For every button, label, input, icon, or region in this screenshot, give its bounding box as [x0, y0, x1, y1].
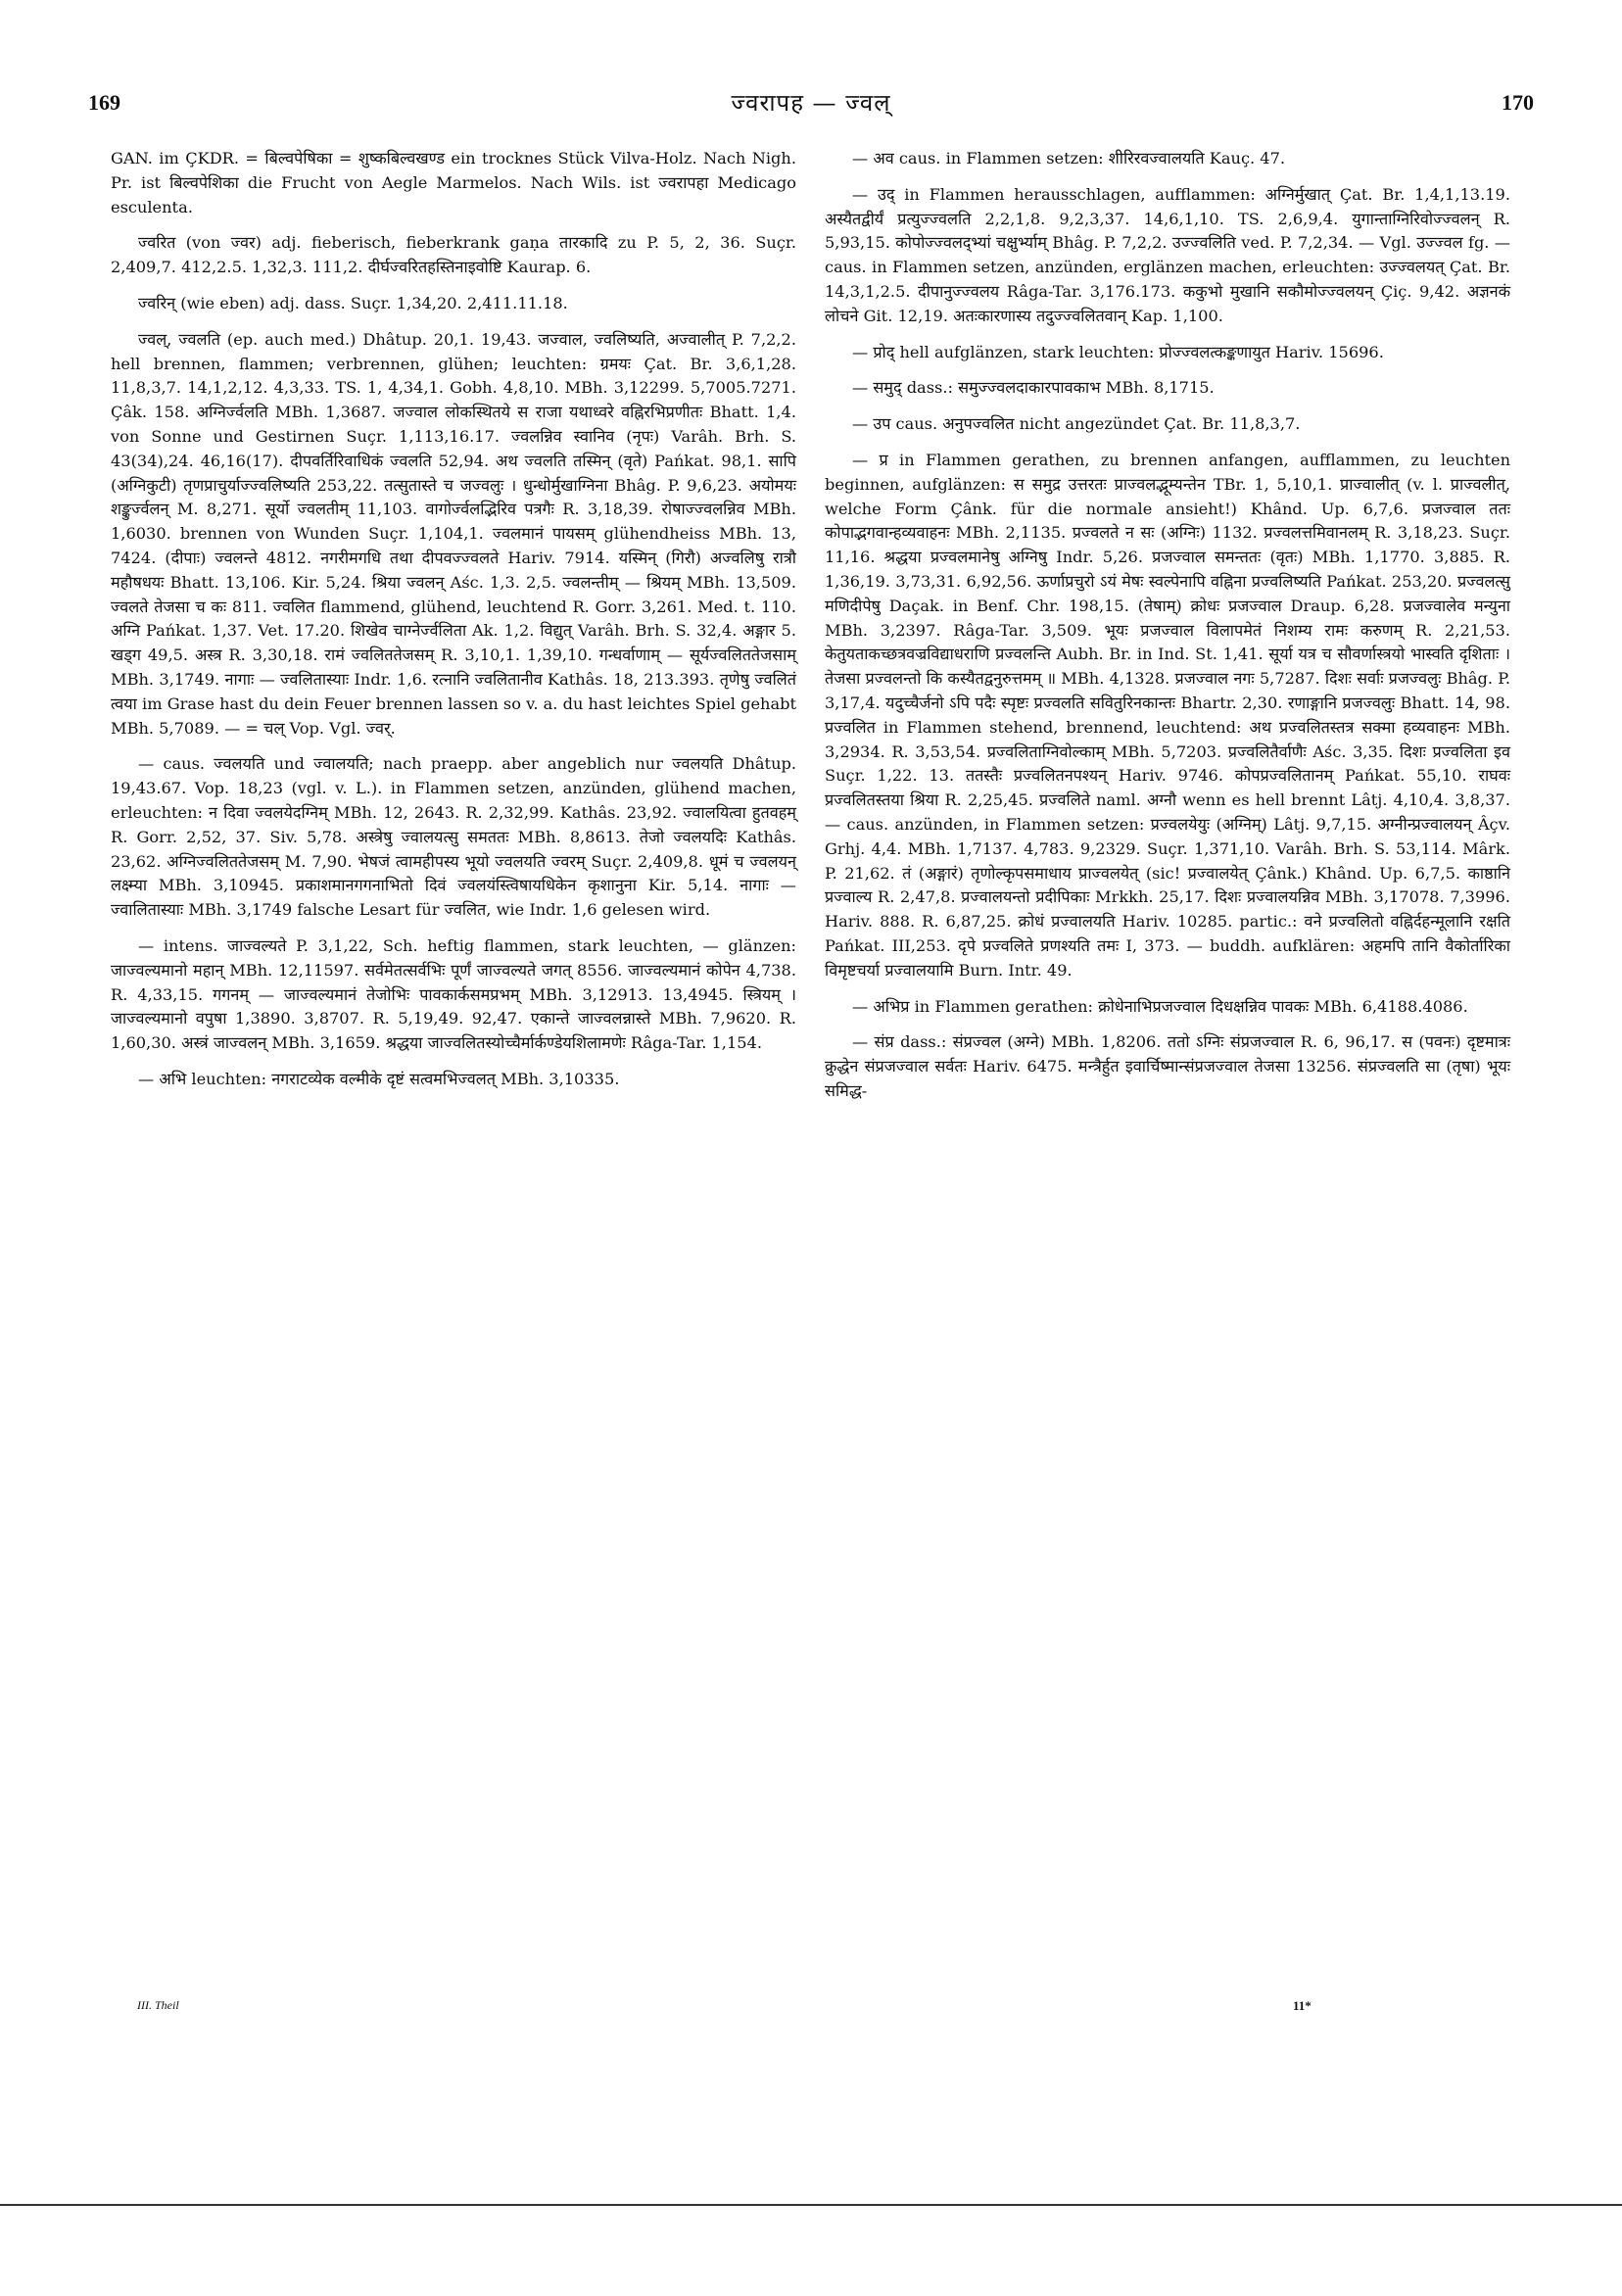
entry-paragraph: ज्वरित (von ज्वर) adj. fieberisch, fieberkrank gaṇa तारकादि zu P. 5, 2, 36. Suçr. 2,409,7. 412,2.5. 1,32,3. 111,2. दीर्घज्वरितहस्तिनाइवोष्टि Kaurap. 6. — [111, 233, 796, 277]
entry-paragraph: — प्रोद् hell aufglänzen, stark leuchten: प्रोज्ज्वलत्कङ्कणायुत Hariv. 15696. — [852, 342, 1384, 361]
entry-paragraph: ज्वरिन् (wie eben) adj. dass. Suçr. 1,34,20. 2,411.11.18. — [138, 293, 568, 312]
page-number-right: 170 — [1502, 90, 1534, 115]
right-column — [825, 147, 1510, 1116]
entry-paragraph: — उप caus. अनुपज्वलित nicht angezündet Çat. Br. 11,8,3,7. — [852, 414, 1301, 434]
entry-paragraph: — प्र in Flammen gerathen, zu brennen anfangen, aufflammen, zu leuchten beginnen, aufglänzen: स समुद्र उत्तरतः प्राज्वलद्भूम्यन्तेन TBr. 1, 5,10,1. प्राज्वालीत् (v. l. प्राज्वलीत्, welche Form Çânk. für die normale ansieht!) Khând. Up. 6,7,6. प्रजज्वाल ततः कोपाद्भगवान्हव्यवाहनः MBh. 2,1135. प्रज्वलते न सः (अग्निः) 1132. प्रज्वलत्तमिवानलम् R. 3,18,23. Suçr. 11,16. श्रद्धया प्रज्वलमानेषु अग्निषु Indr. 5,26. प्रजज्वाल समन्ततः (वृतः) MBh. 1,1770. 3,885. R. 1,36,19. 3,73,31. 6,92,56. ऊर्णाप्रचुरो ऽयं मेषः स्वल्पेनापि वह्निना प्रज्वलिष्यति Pańkat. 253,20. प्रज्वलत्सु मणिदीपेषु Daçak. in Benf. Chr. 198,15. (तेषाम्) क्रोधः प्रजज्वाल Draup. 6,28. प्रजज्वालेव मन्युना MBh. 3,2397. Râga-Tar. 3,509. भूयः प्रजज्वाल विलापमेतं निशम्य रामः करुणम् R. 2,21,53. केतुयताकच्छत्रवज्रविद्याधराणि प्रज्वलन्ति Aubh. Br. in Ind. St. 1,41. सूर्या यत्र च सौवर्णास्त्रयो भास्वति दृशिताः । तेजसा प्रज्वलन्तो कि कस्यैतद्वनुरुत्तमम् ॥ MBh. 4,1328. प्रजज्वाल नगः 5,7287. दिशः सर्वाः प्रजज्वलुः Bhâg. P. 3,17,4. यदुच्चैर्जनो ऽपि पदैः स्पृष्टः प्रज्वलति सवितुरिनकान्तः Bhartr. 2,30. रणाङ्गानि प्रजज्वलुः Bhatt. 14, 98. प्रज्वलित in Flammen stehend, brennend, leuchtend: अथ प्रज्वलितस्तत्र सक्मा हव्यवाहनः MBh. 3,2934. R. 3,53,54. प्रज्वलिताग्निवोल्काम् MBh. 5,7203. प्रज्वलितैर्वाणैः Aśc. 3,35. दिशः प्रज्वलिता इव Suçr. 1,22. 13. ततस्तैः प्रज्वलितनपश्यन् Hariv. 9746. कोपप्रज्वलितानम् Pańkat. 55,10. राघवः प्रज्वलितस्तया श्रिया R. 2,25,45. प्रज्वलिते naml. अग्नौ wenn es hell brennt Lâtj. 4,10,4. 3,8,37. — caus. anzünden, in Flammen setzen: प्रज्वलयेयुः (अग्निम्) Lâtj. 9,7,15. अग्नीन्प्रज्वालयन् Âçv. Grhj. 4,4. MBh. 1,7137. 4,783. 9,2329. Suçr. 1,371,10. Varâh. Brh. S. 53,114. Mârk. P. 21,62. तं (अङ्गारं) तृणोल्कृपसमाधाय प्राज्वलयेत् (sic! प्रज्वालयेत् Çânk.) Khând. Up. 6,7,5. काष्ठानि प्रज्वाल्य R. 2,47,8. प्रज्वालयन्तो प्रदीपिकाः Mrkkh. 25,17. दिशः प्रज्वालयन्निव MBh. 3,17078. 7,3996. Hariv. 888. R. 6,87,25. क्रोधं प्रज्वालयति Hariv. 10285. partic.: वने प्रज्वलितो वह्निर्दहन्मूलानि रक्षति Pańkat. III,253. दृपे प्रज्वलिते प्रणश्यति तमः I, 373. — buddh. aufklären: अहमपि तानि वैकोर्तारिका विमृष्टचर्या प्रज्वालयामि Burn. Intr. 49. — [825, 450, 1510, 980]
entry-paragraph: — समुद् dass.: समुज्ज्वलदाकारपावकाभ MBh. 8,1715. — [852, 378, 1215, 398]
entry-paragraph: — संप्र dass.: संप्रज्वल (अग्ने) MBh. 1,8206. ततो ऽग्निः संप्रजज्वाल R. 6, 96,17. स (पवनः) दृष्टमात्रः क्रुद्धेन संप्रजज्वाल सर्वतः Hariv. 6475. मन्त्रैर्हुत इवार्चिष्मान्संप्रजज्वाल तेजसा 13256. संप्रज्वलति सा (तृषा) भूयः समिद्ध- — [825, 1032, 1510, 1100]
bottom-rule — [0, 2204, 1622, 2206]
sheet-signature: 11* — [1293, 1998, 1312, 2013]
entry-paragraph: — caus. ज्वलयति und ज्वालयति; nach praepp. aber angeblich nur ज्वलयति Dhâtup. 19,43.67. Vop. 18,23 (vgl. v. L.). in Flammen setzen, anzünden, glühend machen, erleuchten: न दिवा ज्वलयेदग्निम् MBh. 12, 2643. R. 2,32,99. Kathâs. 23,92. ज्वालयित्वा हुतवहम् R. Gorr. 2,52, 37. Siv. 5,78. अस्त्रेषु ज्वालयत्सु समततः MBh. 8,8613. तेजो ज्वलयदिः Kathâs. 23,62. अग्निज्वलिततेजसम् M. 7,90. भेषजं त्वामहीपस्य भूयो ज्वलयति ज्वरम् Suçr. 2,409,8. धूमं च ज्वलयन् लक्ष्म्या MBh. 3,10945. प्रकाशमानगगनाभितो दिवं ज्वलयंस्त्विषायधिकेन कृशानुना Kir. 5,14. नागाः — ज्वालितास्याः MBh. 3,1749 falsche Lesart für ज्वलित, wie Indr. 1,6 gelesen wird. — [111, 754, 796, 920]
signature-mark: III. Theil — [137, 1998, 179, 2012]
left-column — [111, 147, 796, 1104]
entry-paragraph: — अभिप्र in Flammen gerathen: क्रोधेनाभिप्रजज्वाल दिधक्षन्निव पावकः MBh. 6,4188.4086. — [852, 996, 1468, 1016]
page-number-left: 169 — [88, 90, 120, 115]
entry-paragraph: — उद् in Flammen herausschlagen, aufflammen: अग्निर्मुखात् Çat. Br. 1,4,1,13.19. अस्यैतद्वीर्यं प्रत्युज्ज्वलति 2,2,1,8. 9,2,3,37. 14,6,1,10. TS. 2,6,9,4. युगान्ताग्निरिवोज्ज्वलन् R. 5,93,15. कोपोज्ज्वलद्भ्यां चक्षुर्भ्याम् Bhâg. P. 7,2,2. उज्ज्वलिति ved. P. 7,2,34. — Vgl. उज्ज्वल fg. — caus. in Flammen setzen, anzünden, erglänzen machen, erleuchten: उज्ज्वलयत् Çat. Br. 14,3,1,2.5. दीपानुज्ज्वलय Râga-Tar. 3,176.173. ककुभो मुखानि सकौमोज्ज्वलयन् Çiç. 9,42. अज्ञनकं लोचने Git. 12,19. अतःकारणास्य तदुज्ज्वलितवान् Kap. 1,100. — [825, 184, 1510, 325]
page-header — [88, 90, 1534, 129]
entry-paragraph: — intens. जाज्वल्यते P. 3,1,22, Sch. heftig flammen, stark leuchten, — glänzen: जाज्वल्यमानो महान् MBh. 12,11597. सर्वमेतत्सर्वभिः पूर्णं जाज्वल्यते जगत् 8556. जाज्वल्यमानं कोपेन 4,738. R. 4,33,15. गगनम् — जाज्वल्यमानं तेजोभिः पावकार्कसमप्रभम् MBh. 3,12913. 13,4945. स्त्रियम् । जाज्वल्यमानो वपुषा 1,3890. 3,8707. R. 5,19,49. 92,47. एकान्ते जाज्वलन्नास्ते MBh. 7,9620. R. 1,60,30. अस्त्रं जाज्वलन् MBh. 3,1659. श्रद्धया जाज्वलितस्योच्चैर्मार्कण्डेयशिलामणेः Râga-Tar. 1,154. — [111, 935, 796, 1053]
entry-paragraph: — अभि leuchten: नगराटव्येक वल्मीके दृष्टं सत्वमभिज्वलत् MBh. 3,10335. — [138, 1069, 620, 1088]
running-title: ज्वरापह — ज्वल् — [731, 89, 891, 117]
entry-paragraph: GAN. im ÇKDR. = बिल्वपेषिका = शुष्कबिल्वखण्ड ein trocknes Stück Vilva-Holz. Nach Nigh. Pr. ist बिल्वपेशिका die Frucht von Aegle Marmelos. Nach Wils. ist ज्वरापहा Medicago esculenta. — [111, 149, 796, 216]
entry-paragraph: ज्वल्, ज्वलति (ep. auch med.) Dhâtup. 20,1. 19,43. जज्वाल, ज्वलिष्यति, अज्वालीत् P. 7,2,2. hell brennen, flammen; verbrennen, glühen; leuchten: ग्रमयः Çat. Br. 3,6,1,28. 11,8,3,7. 14,1,2,12. 4,3,33. TS. 1, 4,34,1. Gobh. 4,8,10. MBh. 3,12299. 5,7005.7271. Çâk. 158. अग्निर्ज्वलति MBh. 1,3687. जज्वाल लोकस्थितये स राजा यथाध्वरे वह्निरभिप्रणीतः Bhatt. 1,4. von Sonne und Gestirnen Suçr. 1,113,16.17. ज्वलन्निव स्वानिव (नृपः) Varâh. Brh. S. 43(34),24. 46,16(17). दीपवर्तिरिवाधिकं ज्वलति 52,94. अथ ज्वलति तस्मिन् (वृते) Pańkat. 98,1. सापि (अग्निकुटी) तृणप्राचुर्याज्ज्वलिष्यति 253,22. तत्सुतास्ते च जज्वलुः । धुन्धोर्मुखाग्निना Bhâg. P. 9,6,23. अयोमयः शङ्कुर्ज्वलन् M. 8,271. सूर्यो ज्वलतीम् 11,103. वागोर्ज्वलद्भिरिव पत्रगैः R. 3,18,39. रोषाज्ज्वलन्निव MBh. 1,6030. brennen von Wunden Suçr. 1,104,1. ज्वलमानं पायसम् glühendheiss MBh. 13, 7424. (दीपाः) ज्वलन्ते 4812. नगरीमगधि तथा दीपवज्ज्वलते Hariv. 7914. यस्मिन् (गिरौ) अज्वलिषु रात्रौ महौषधयः Bhatt. 13,106. Kir. 5,24. श्रिया ज्वलन् Aśc. 1,3. 2,5. ज्वलन्तीम् — श्रियम् MBh. 13,509. ज्वलते तेजसा च कः 811. ज्वलित flammend, glühend, leuchtend R. Gorr. 3,261. Med. t. 110. अग्नि Pańkat. 1,37. Vet. 17.20. शिखेव चाग्नेर्ज्वलिता Ak. 1,2. विद्युत् Varâh. Brh. S. 32,4. अङ्गार 5. खड्ग 49,5. अस्त्र R. 3,30,18. रामं ज्वलिततेजसम् R. 3,10,1. 1,39,10. गन्धर्वाणाम् — सूर्यज्वलिततेजसाम् MBh. 3,1749. नागाः — ज्वलितास्याः Indr. 1,6. रत्नानि ज्वलितानीव Kathâs. 18, 213.393. तृणेषु ज्वलितं त्वया im Grase hast du dein Feuer brennen lassen so v. a. du hast leichtes Spiel gehabt MBh. 5,7089. — = चल् Vop. Vgl. ज्वर्. — [111, 329, 796, 738]
entry-paragraph: — अव caus. in Flammen setzen: शीरिरवज्वालयति Kauç. 47. — [852, 149, 1286, 167]
